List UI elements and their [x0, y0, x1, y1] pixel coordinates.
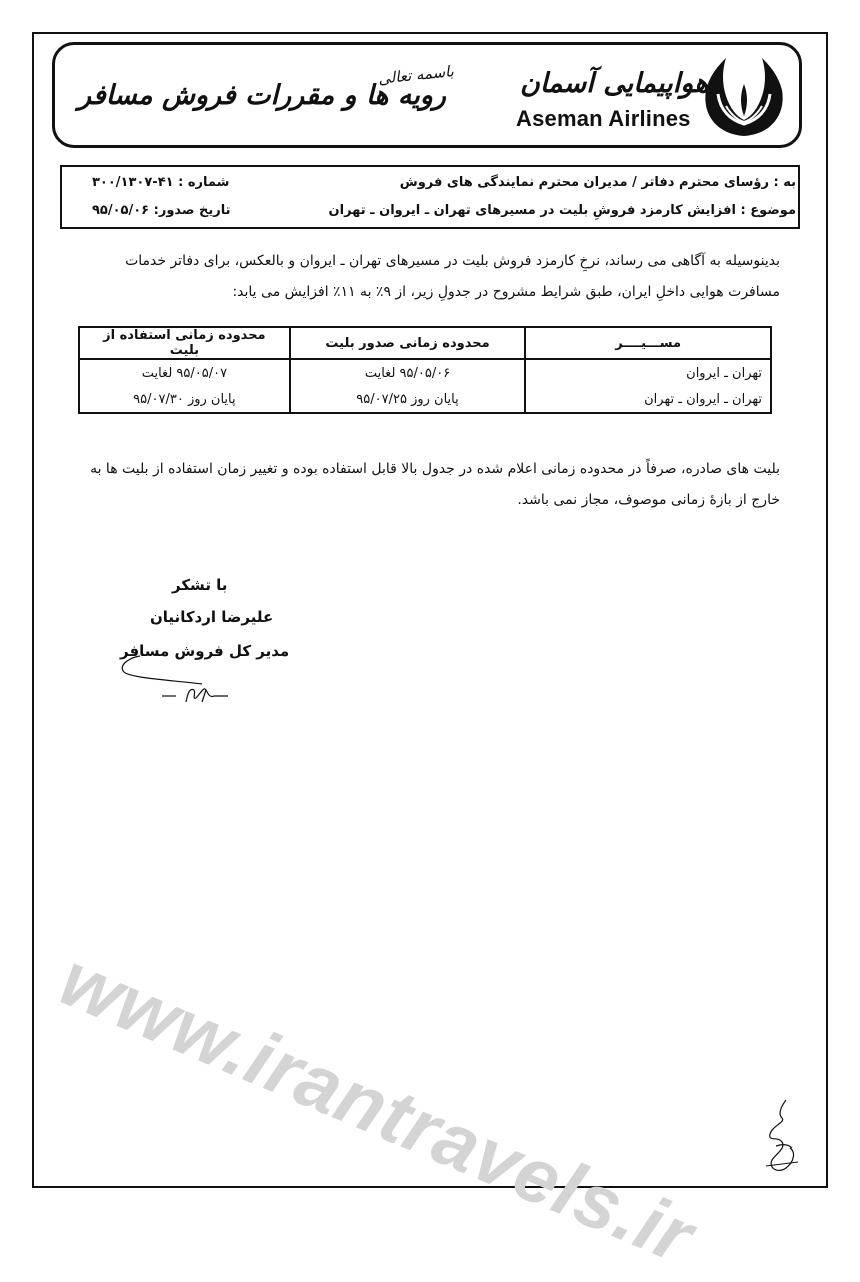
commission-table	[78, 326, 772, 414]
recipient-line: به : رؤسای محترم دفاتر / مدیران محترم نمایندگی های فروش	[399, 175, 796, 190]
website-watermark: www.irantravels.ir	[48, 935, 707, 1281]
signer-title: مدیر کل فروش مسافر	[120, 642, 290, 660]
table-cell: پایان روز ۹۵/۰۷/۲۵	[290, 386, 525, 413]
table-header-cell: محدوده زمانی صدور بلیت	[290, 327, 525, 359]
subject-line: موضوع : افزایش کارمزد فروشِ بلیت در مسیرهای تهران ـ ایروان ـ تهران	[328, 203, 796, 218]
table-cell: تهران ـ ایروان ـ تهران	[525, 386, 771, 413]
notice-paragraph: بلیت های صادره، صرفاً در محدوده زمانی اعلام شده در جدول بالا قابل استفاده بوده و تغییر زمان استفاده از بلیت ها به خارج از بازهٔ زمانی موصوف، مجاز نمی باشد.	[90, 461, 780, 508]
table-cell: تهران ـ ایروان	[525, 359, 771, 386]
issue-date: تاریخ صدور: ۹۵/۰۵/۰۶	[92, 203, 231, 218]
brand-name-persian: هواپیمایی آسمان	[520, 68, 709, 99]
table-cell: ۹۵/۰۵/۰۷ لغایت	[79, 359, 290, 386]
table-header-row	[79, 327, 771, 359]
aseman-wings-logo-icon	[696, 54, 792, 142]
corner-initials-signature	[752, 1096, 808, 1180]
brand-name-english: Aseman Airlines	[516, 106, 691, 131]
table-row	[79, 359, 771, 386]
handwritten-signature	[110, 640, 250, 710]
letter-number: شماره : ۴۱-۳۰۰/۱۳۰۷	[92, 175, 230, 190]
intro-paragraph: بدینوسیله به آگاهی می رساند، نرخِ کارمزد فروش بلیت در مسیرهای تهران ـ ایروان و بالعکس، برای دفاتر خدمات مسافرت هوایی داخلِ ایران، طبق شرایط مشروح در جدولِ زیر، از ۹٪ به ۱۱٪ افزایش می یابد:	[125, 253, 780, 300]
closing-text: با تشکر	[172, 576, 228, 594]
table-header-cell: مســـیــــر	[525, 327, 771, 359]
document-series-title: رویه ها و مقررات فروش مسافر	[78, 80, 446, 111]
invocation-text: باسمه تعالی	[377, 62, 455, 88]
table-row	[79, 386, 771, 413]
table-cell: پایان روز ۹۵/۰۷/۳۰	[79, 386, 290, 413]
signer-name: علیرضا اردکانیان	[150, 608, 274, 626]
table-cell: ۹۵/۰۵/۰۶ لغایت	[290, 359, 525, 386]
table-header-cell: محدوده زمانی استفاده از بلیت	[79, 327, 290, 359]
